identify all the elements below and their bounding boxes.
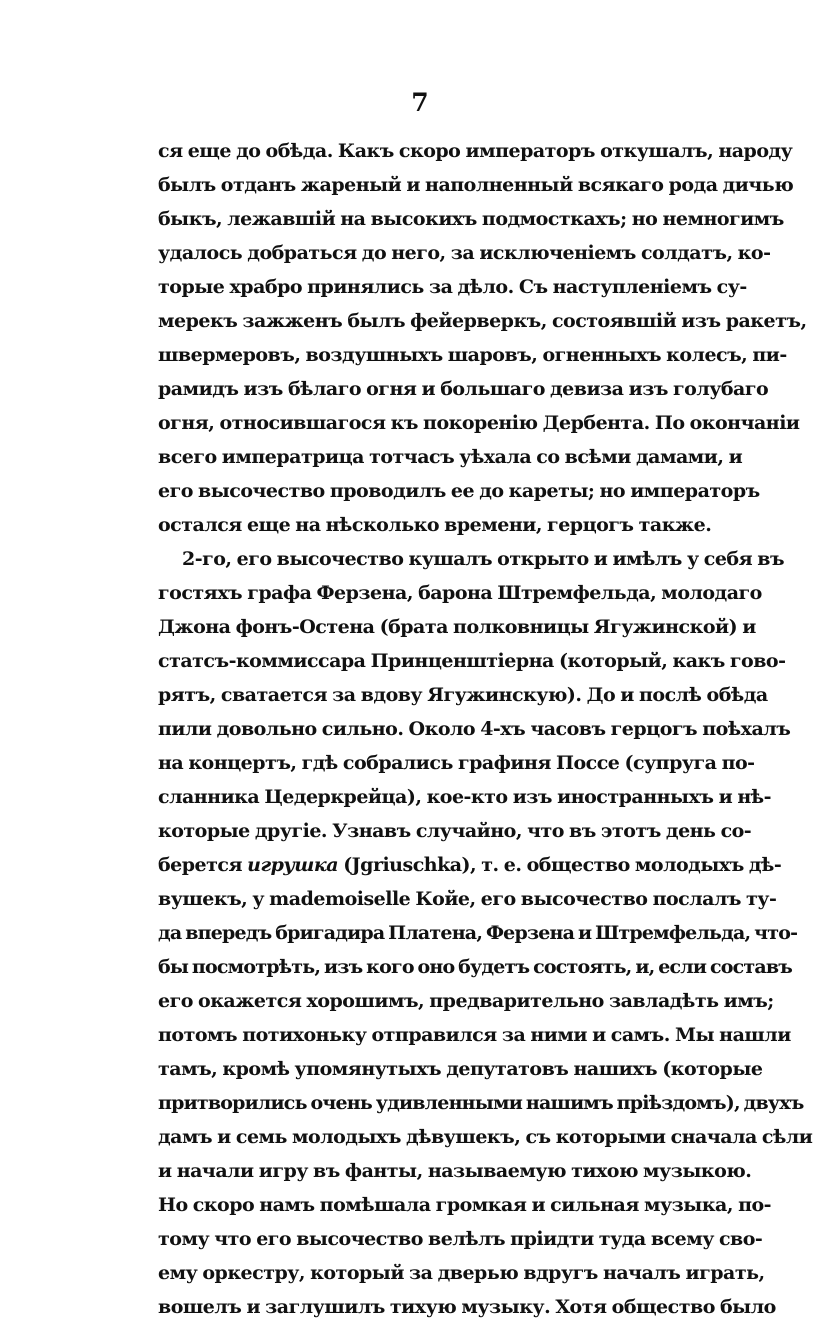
- text-line: которые другіе. Узнавъ случайно, что въ этотъ день со-: [158, 820, 752, 842]
- text-line: Но скоро намъ помѣшала громкая и сильная музыка, по-: [158, 1194, 772, 1216]
- text-line: бы посмотрѣть, изъ кого оно будетъ состоять, и, если составъ: [158, 956, 793, 978]
- text-line: статсъ-коммиссара Принценштіерна (который, какъ гово-: [158, 650, 786, 672]
- text-line: да впередъ бригадира Платена, Ферзена и Штремфельда, что-: [158, 922, 798, 944]
- text-line: потомъ потихоньку отправился за ними и самъ. Мы нашли: [158, 1024, 791, 1046]
- text-line: ся еще до обѣда. Какъ скоро императоръ откушалъ, народу: [158, 140, 793, 162]
- text-line: остался еще на нѣсколько времени, герцогъ также.: [158, 514, 712, 536]
- text-line: и начали игру въ фанты, называемую тихою музыкою.: [158, 1160, 752, 1182]
- text-line: мерекъ зажженъ былъ фейерверкъ, состоявшій изъ ракетъ,: [158, 310, 807, 332]
- text-line: торые храбро принялись за дѣло. Съ наступленіемъ су-: [158, 276, 747, 298]
- italic-term: игрушка: [247, 854, 339, 876]
- text-line: вушекъ, у mademoiselle Койе, его высочество послалъ ту-: [158, 888, 777, 910]
- text-line: на концертъ, гдѣ собрались графиня Поссе (супруга по-: [158, 752, 755, 774]
- text-line: дамъ и семь молодыхъ дѣвушекъ, съ которыми сначала сѣли: [158, 1126, 813, 1148]
- text-line: Джона фонъ-Остена (брата полковницы Ягужинской) и: [158, 616, 756, 638]
- text-line: тому что его высочество велѣлъ пріидти туда всему сво-: [158, 1228, 763, 1250]
- text-line: его окажется хорошимъ, предварительно завладѣть имъ;: [158, 990, 774, 1012]
- text-segment: берется: [158, 854, 248, 876]
- text-line: всего императрица тотчасъ уѣхала со всѣми дамами, и: [158, 446, 743, 468]
- text-line-with-italic: [158, 848, 782, 882]
- paragraph-1: [158, 134, 807, 542]
- text-line: швермеровъ, воздушныхъ шаровъ, огненныхъ колесъ, пи-: [158, 344, 787, 366]
- page-number: 7: [411, 88, 429, 117]
- text-segment: (Jgriuschka), т. е. общество молодыхъ дѣ-: [338, 854, 782, 876]
- text-line: рятъ, сватается за вдову Ягужинскую). До и послѣ обѣда: [158, 684, 768, 706]
- text-line: удалось добраться до него, за исключеніемъ солдатъ, ко-: [158, 242, 771, 264]
- text-line: быкъ, лежавшій на высокихъ подмосткахъ; но немногимъ: [158, 208, 784, 230]
- text-line: ему оркестру, который за дверью вдругъ началъ играть,: [158, 1262, 765, 1284]
- text-line: его высочество проводилъ ее до кареты; но императоръ: [158, 480, 760, 502]
- text-line: огня, относившагося къ покоренію Дербента. По окончаніи: [158, 412, 800, 434]
- body-text: [158, 134, 813, 1324]
- text-line: пили довольно сильно. Около 4-хъ часовъ герцогъ поѣхалъ: [158, 718, 791, 740]
- text-line: вошелъ и заглушилъ тихую музыку. Хотя общество было: [158, 1296, 776, 1318]
- text-line: сланника Цедеркрейца), кое-кто изъ иностранныхъ и нѣ-: [158, 786, 771, 808]
- text-line: рамидъ изъ бѣлаго огня и большаго девиза изъ голубаго: [158, 378, 769, 400]
- text-line: былъ отданъ жареный и наполненный всякаго рода дичью: [158, 174, 794, 196]
- text-line: притворились очень удивленными нашимъ пріѣздомъ), двухъ: [158, 1092, 804, 1114]
- text-line: 2-го, его высочество кушалъ открыто и имѣлъ у себя въ: [182, 548, 785, 570]
- paragraph-2: [158, 542, 813, 1324]
- text-line: тамъ, кромѣ упомянутыхъ депутатовъ нашихъ (которые: [158, 1058, 763, 1080]
- text-line: гостяхъ графа Ферзена, барона Штремфельда, молодаго: [158, 582, 762, 604]
